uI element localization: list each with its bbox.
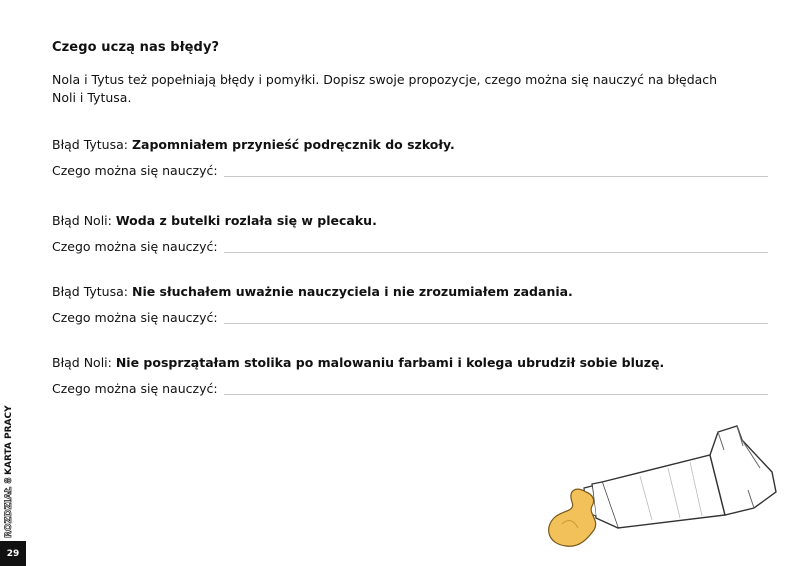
section-label: KARTA PRACY: [4, 405, 14, 475]
answer-row: [52, 160, 772, 180]
answer-prompt: Czego można się nauczyć:: [52, 163, 218, 178]
instructions-text: Nola i Tytus też popełniają błędy i pomyłki. Dopisz swoje propozycje, czego można się nauczyć na błędach Noli i Tytusa.: [52, 72, 718, 105]
paint-blob: [549, 489, 596, 546]
answer-prompt: Czego można się nauczyć:: [52, 381, 218, 396]
task-who: Błąd Tytusa:: [52, 284, 128, 299]
task-who: Błąd Noli:: [52, 355, 112, 370]
task-mistake: Nie posprzątałam stolika po malowaniu farbami i kolega ubrudził sobie bluzę.: [115, 355, 665, 370]
task-who: Błąd Tytusa:: [52, 137, 128, 152]
answer-row: [52, 236, 772, 256]
page-title: Czego uczą nas błędy?: [52, 40, 220, 55]
task-statement: [52, 212, 772, 230]
task-statement: [52, 354, 772, 372]
task-item-4: [52, 354, 772, 398]
answer-row: [52, 378, 772, 398]
answer-field[interactable]: [224, 307, 768, 324]
page-number: 29: [0, 541, 26, 566]
paint-tube-icon: [540, 420, 800, 560]
answer-row: [52, 307, 772, 327]
task-mistake: Zapomniałem przynieść podręcznik do szkoły.: [131, 137, 455, 152]
answer-prompt: Czego można się nauczyć:: [52, 310, 218, 325]
answer-field[interactable]: [224, 236, 768, 253]
task-item-2: [52, 212, 772, 256]
task-item-3: [52, 283, 772, 327]
task-statement: [52, 283, 772, 301]
task-mistake: Nie słuchałem uważnie nauczyciela i nie zrozumiałem zadania.: [131, 284, 573, 299]
answer-field[interactable]: [224, 160, 768, 177]
answer-prompt: Czego można się nauczyć:: [52, 239, 218, 254]
task-item-1: [52, 136, 772, 180]
chapter-sidebar: [0, 390, 16, 540]
task-who: Błąd Noli:: [52, 213, 112, 228]
task-mistake: Woda z butelki rozlała się w plecaku.: [115, 213, 377, 228]
chapter-label: ROZDZIAŁ 8: [4, 477, 14, 538]
answer-field[interactable]: [224, 378, 768, 395]
task-statement: [52, 136, 772, 154]
